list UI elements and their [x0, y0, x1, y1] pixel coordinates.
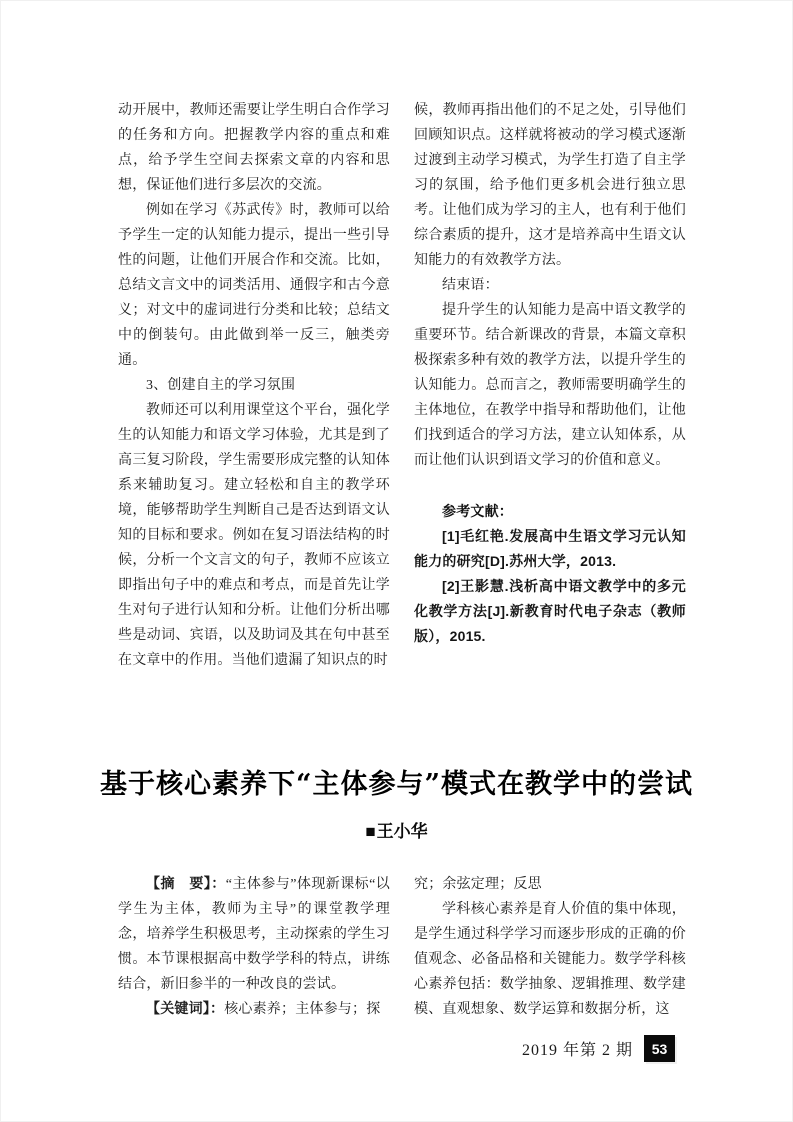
section-subheading: 3、创建自主的学习氛围: [146, 378, 296, 393]
keywords-continuation: 究；余弦定理；反思: [414, 877, 542, 892]
paragraph: 例如在学习《苏武传》时，教师可以给予学生一定的认知能力提示，提出一些引导性的问题，让他们开展合作和交流。比如，总结文言文中的词类活用、通假字和古今意义；对文中的虚词进行分类和比较；总结文中的倒装句。由此做到举一反三，触类旁通。: [118, 203, 390, 368]
abstract-paragraph: [118, 872, 390, 997]
new-article-front-matter: [118, 872, 686, 1022]
paragraph: 教师还可以利用课堂这个平台，强化学生的认知能力和语文学习体验，尤其是到了高三复习阶段，学生需要形成完整的认知体系来辅助复习。建立轻松和自主的教学环境，能够帮助学生判断自己是否达到语文认知的目标和要求。例如在复习语法结构的时候，分析一个文言文的句子，教师不应该立即指出句子中的难点和考点，而是首先让学生对句子进行认知和分析。让他们分析出哪些是动词、宾语，以及助词及其在句中甚至在文章中的作用。当他们遗漏了知识点的时: [118, 403, 390, 668]
references-heading: 参考文献：: [442, 503, 513, 519]
conclusion-heading: 结束语：: [442, 278, 499, 293]
author-marker-square: ■: [365, 822, 376, 841]
article-author: [0, 817, 793, 842]
reference-item: [1]毛红艳.发展高中生语文学习元认知能力的研究[D].苏州大学，2013.: [414, 528, 686, 569]
prev-article-right-column: [414, 98, 686, 673]
abstract-left-column: [118, 872, 390, 1022]
keywords-text: 核心素养；主体参与；探: [224, 1002, 381, 1017]
page-number-badge: [644, 1035, 675, 1062]
paragraph: 提升学生的认知能力是高中语文教学的重要环节。结合新课改的背景，本篇文章积极探索多种有效的教学方法，以提升学生的认知能力。总而言之，教师需要明确学生的主体地位，在教学中指导和帮助他们，让他们找到适合的学习方法，建立认知体系，从而让他们认识到语文学习的价值和意义。: [414, 303, 686, 468]
author-name: 王小华: [376, 822, 428, 841]
intro-paragraph: 学科核心素养是育人价值的集中体现，是学生通过科学学习而逐步形成的正确的价值观念、必备品格和关键能力。数学学科核心素养包括：数学抽象、逻辑推理、数学建模、直观想象、数学运算和数据分析，这: [414, 902, 686, 1017]
keywords-line: [118, 997, 390, 1022]
reference-item: [2]王影慧.浅析高中语文教学中的多元化教学方法[J].新教育时代电子杂志（教师版），2015.: [414, 578, 686, 644]
article-title: 基于核心素养下“主体参与”模式在教学中的尝试: [99, 769, 694, 800]
abstract-label: 【摘 要】：: [146, 877, 226, 892]
abstract-right-column: [414, 872, 686, 1022]
prev-article-left-column: [118, 98, 390, 673]
page-number: 53: [651, 1040, 668, 1057]
journal-issue-label: 2019 年第 2 期: [521, 1042, 633, 1059]
page-footer: [522, 1035, 675, 1062]
abstract-text: “主体参与”体现新课标“以学生为主体，教师为主导”的课堂教学理念，培养学生积极思考，主动探索的学生习惯。本节课根据高中数学学科的特点，讲练结合，新旧参半的一种改良的尝试。: [118, 877, 390, 992]
keywords-label: 【关键词】：: [146, 1002, 225, 1017]
paragraph-continuation: 候，教师再指出他们的不足之处，引导他们回顾知识点。这样就将被动的学习模式逐渐过渡到主动学习模式，为学生打造了自主学习的氛围，给予他们更多机会进行独立思考。让他们成为学习的主人，也有利于他们综合素质的提升，这才是培养高中生语文认知能力的有效教学方法。: [414, 103, 686, 268]
paragraph-continuation: 动开展中，教师还需要让学生明白合作学习的任务和方向。把握教学内容的重点和难点，给予学生空间去探索文章的内容和思想，保证他们进行多层次的交流。: [118, 103, 390, 193]
prev-article-body: [118, 98, 686, 673]
